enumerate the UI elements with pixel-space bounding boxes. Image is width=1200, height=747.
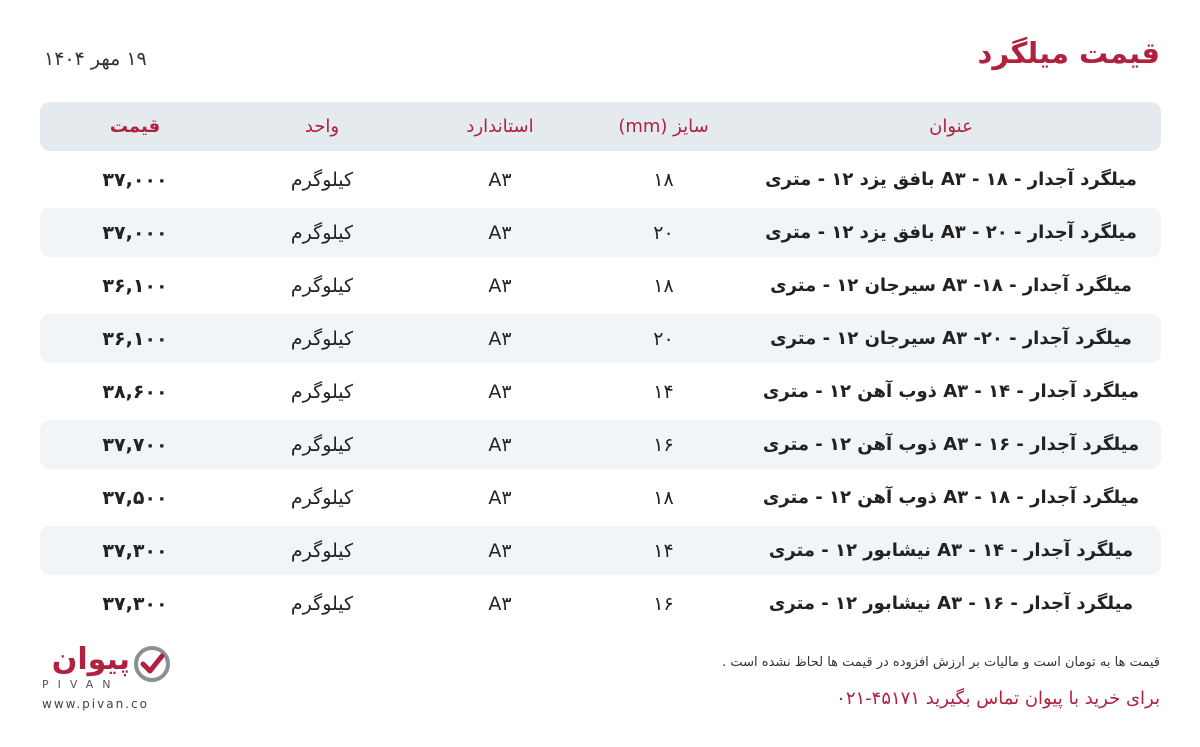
page-date: ۱۹ مهر ۱۴۰۴ — [44, 48, 147, 70]
cell-size: ۱۶ — [653, 433, 674, 456]
cell-unit: کیلوگرم — [290, 274, 354, 297]
cell-unit: کیلوگرم — [290, 433, 354, 456]
cell-size: ۱۶ — [653, 592, 674, 615]
column-header-standard: استاندارد — [466, 116, 534, 137]
cell-price: ۳۷,۳۰۰ — [102, 592, 168, 615]
cell-unit: کیلوگرم — [290, 592, 354, 615]
price-table — [40, 102, 1161, 628]
cell-title: میلگرد آجدار - A۳ - ۲۰ بافق یزد ۱۲ - متری — [765, 222, 1137, 243]
cell-size: ۱۴ — [653, 539, 674, 562]
cell-standard: A۳ — [488, 592, 512, 615]
cell-standard: A۳ — [488, 539, 512, 562]
cell-title: میلگرد آجدار - A۳ -۲۰ سیرجان ۱۲ - متری — [770, 328, 1132, 349]
cell-title: میلگرد آجدار - A۳ -۱۸ سیرجان ۱۲ - متری — [770, 275, 1132, 296]
table-body — [40, 155, 1161, 628]
table-row — [40, 367, 1161, 416]
table-row — [40, 473, 1161, 522]
table-row — [40, 420, 1161, 469]
cell-standard: A۳ — [488, 221, 512, 244]
cell-size: ۱۸ — [653, 274, 674, 297]
cell-unit: کیلوگرم — [290, 380, 354, 403]
cell-standard: A۳ — [488, 433, 512, 456]
cell-price: ۳۷,۰۰۰ — [102, 168, 168, 191]
cell-price: ۳۶,۱۰۰ — [102, 274, 168, 297]
logo-latin-text: PIVAN — [42, 678, 120, 691]
cell-standard: A۳ — [488, 274, 512, 297]
cell-title: میلگرد آجدار - A۳ - ۱۴ نیشابور ۱۲ - متری — [768, 540, 1134, 561]
cell-title: میلگرد آجدار - A۳ - ۱۸ بافق یزد ۱۲ - متری — [765, 169, 1137, 190]
check-badge-icon — [132, 644, 172, 684]
cell-unit: کیلوگرم — [290, 168, 354, 191]
cell-price: ۳۷,۰۰۰ — [102, 221, 168, 244]
cell-standard: A۳ — [488, 486, 512, 509]
cell-title: میلگرد آجدار - A۳ - ۱۶ نیشابور ۱۲ - متری — [768, 593, 1134, 614]
cell-title: میلگرد آجدار - A۳ - ۱۶ ذوب آهن ۱۲ - متری — [762, 434, 1140, 455]
table-row — [40, 155, 1161, 204]
cell-unit: کیلوگرم — [290, 539, 354, 562]
table-row — [40, 261, 1161, 310]
price-note: قیمت ها به تومان است و مالیات بر ارزش افزوده در قیمت ها لحاظ نشده است . — [722, 655, 1160, 670]
cell-title: میلگرد آجدار - A۳ - ۱۴ ذوب آهن ۱۲ - متری — [762, 381, 1140, 402]
cell-size: ۲۰ — [653, 327, 674, 350]
cell-standard: A۳ — [488, 380, 512, 403]
table-row — [40, 208, 1161, 257]
cell-price: ۳۸,۶۰۰ — [102, 380, 168, 403]
logo-wordmark: پیوان — [51, 642, 130, 677]
cell-unit: کیلوگرم — [290, 221, 354, 244]
column-header-title: عنوان — [929, 116, 973, 137]
column-header-size: سایز (mm) — [618, 116, 709, 137]
page-title: قیمت میلگرد — [977, 36, 1160, 70]
cell-price: ۳۷,۳۰۰ — [102, 539, 168, 562]
cell-size: ۱۴ — [653, 380, 674, 403]
cell-size: ۱۸ — [653, 168, 674, 191]
table-header-row — [40, 102, 1161, 151]
table-row — [40, 579, 1161, 628]
column-header-price: قیمت — [109, 116, 161, 137]
cell-unit: کیلوگرم — [290, 486, 354, 509]
table-row — [40, 526, 1161, 575]
table-row — [40, 314, 1161, 363]
column-header-unit: واحد — [304, 116, 340, 137]
contact-line: برای خرید با پیوان تماس بگیرید ۴۵۱۷۱-۰۲۱ — [836, 688, 1160, 709]
pivan-logo[interactable] — [40, 642, 180, 714]
cell-standard: A۳ — [488, 327, 512, 350]
cell-size: ۱۸ — [653, 486, 674, 509]
logo-url: www.pivan.co — [42, 697, 149, 711]
cell-price: ۳۷,۵۰۰ — [102, 486, 168, 509]
cell-price: ۳۷,۷۰۰ — [102, 433, 168, 456]
cell-title: میلگرد آجدار - A۳ - ۱۸ ذوب آهن ۱۲ - متری — [762, 487, 1140, 508]
cell-size: ۲۰ — [653, 221, 674, 244]
cell-standard: A۳ — [488, 168, 512, 191]
cell-unit: کیلوگرم — [290, 327, 354, 350]
cell-price: ۳۶,۱۰۰ — [102, 327, 168, 350]
